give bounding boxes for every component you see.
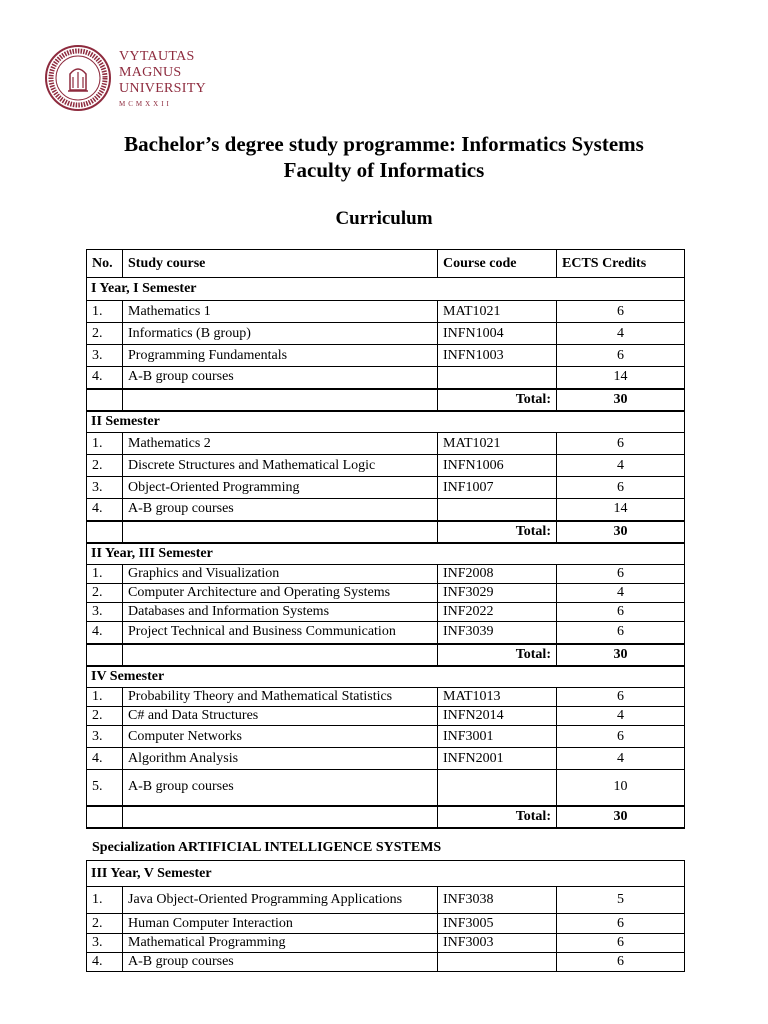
course-row — [87, 770, 685, 806]
course-name: A-B group courses — [123, 770, 438, 806]
course-row — [87, 477, 685, 499]
course-row — [87, 584, 685, 603]
course-number: 3. — [87, 603, 123, 622]
semester-heading: I Year, I Semester — [87, 278, 685, 301]
course-number: 4. — [87, 367, 123, 389]
total-row — [87, 521, 685, 543]
semester-heading-row — [87, 278, 685, 301]
total-credits: 30 — [557, 806, 685, 828]
course-code: INF2008 — [438, 565, 557, 584]
course-number: 1. — [87, 688, 123, 707]
course-code: INF3001 — [438, 726, 557, 748]
course-row — [87, 345, 685, 367]
total-credits: 30 — [557, 521, 685, 543]
course-credits: 6 — [557, 433, 685, 455]
course-name: Object-Oriented Programming — [123, 477, 438, 499]
course-name: A-B group courses — [123, 953, 438, 972]
total-empty-cell — [123, 521, 438, 543]
course-code: INF2022 — [438, 603, 557, 622]
university-name-line2: MAGNUS — [119, 65, 182, 80]
course-credits: 6 — [557, 603, 685, 622]
course-credits: 6 — [557, 622, 685, 644]
course-name: Human Computer Interaction — [123, 914, 438, 934]
course-row — [87, 433, 685, 455]
course-code: INFN1004 — [438, 323, 557, 345]
course-number: 1. — [87, 565, 123, 584]
course-row — [87, 726, 685, 748]
course-code: INF3003 — [438, 934, 557, 953]
course-code: INFN2001 — [438, 748, 557, 770]
total-label: Total: — [438, 806, 557, 828]
course-name: Computer Networks — [123, 726, 438, 748]
total-credits: 30 — [557, 389, 685, 411]
specialization-heading: Specialization ARTIFICIAL INTELLIGENCE SYSTEMS — [92, 840, 442, 855]
total-row — [87, 389, 685, 411]
faculty-title: Faculty of Informatics — [283, 158, 485, 182]
course-row — [87, 887, 685, 914]
course-number: 2. — [87, 323, 123, 345]
course-credits: 6 — [557, 914, 685, 934]
course-credits: 4 — [557, 584, 685, 603]
course-number: 3. — [87, 345, 123, 367]
total-empty-cell — [123, 806, 438, 828]
course-name: A-B group courses — [123, 367, 438, 389]
programme-title: Bachelor’s degree study programme: Informatics Systems — [124, 132, 644, 156]
course-number: 4. — [87, 622, 123, 644]
course-credits: 6 — [557, 345, 685, 367]
course-number: 5. — [87, 770, 123, 806]
course-name: Informatics (B group) — [123, 323, 438, 345]
course-name: Probability Theory and Mathematical Statistics — [123, 688, 438, 707]
semester-heading-row — [87, 543, 685, 565]
course-credits: 6 — [557, 953, 685, 972]
total-credits: 30 — [557, 644, 685, 666]
course-number: 2. — [87, 914, 123, 934]
course-code: INF3005 — [438, 914, 557, 934]
course-row — [87, 707, 685, 726]
course-number: 3. — [87, 726, 123, 748]
university-name — [119, 49, 206, 109]
header-no: No. — [87, 250, 123, 278]
course-row — [87, 914, 685, 934]
course-row — [87, 603, 685, 622]
course-name: Mathematics 1 — [123, 301, 438, 323]
semester-heading: II Semester — [87, 411, 685, 433]
course-name: Project Technical and Business Communication — [123, 622, 438, 644]
course-number: 2. — [87, 584, 123, 603]
course-row — [87, 499, 685, 521]
curriculum-heading: Curriculum — [335, 208, 433, 229]
course-credits: 4 — [557, 323, 685, 345]
university-name-line3: UNIVERSITY — [119, 81, 206, 96]
course-code — [438, 770, 557, 806]
course-credits: 4 — [557, 707, 685, 726]
course-name: Mathematics 2 — [123, 433, 438, 455]
total-row — [87, 806, 685, 828]
total-empty-cell — [123, 644, 438, 666]
course-code: INF1007 — [438, 477, 557, 499]
course-code: INF3029 — [438, 584, 557, 603]
course-number: 1. — [87, 301, 123, 323]
table-header-row — [87, 250, 685, 278]
semester-heading: II Year, III Semester — [87, 543, 685, 565]
course-credits: 6 — [557, 301, 685, 323]
course-row — [87, 748, 685, 770]
course-credits: 6 — [557, 688, 685, 707]
established-year: MCMXXII — [119, 100, 172, 108]
header-course-code: Course code — [438, 250, 557, 278]
course-credits: 6 — [557, 477, 685, 499]
course-credits: 6 — [557, 726, 685, 748]
total-empty-cell — [87, 389, 123, 411]
course-name: Programming Fundamentals — [123, 345, 438, 367]
course-row — [87, 301, 685, 323]
course-row — [87, 622, 685, 644]
university-name-line1: VYTAUTAS — [119, 49, 195, 64]
total-empty-cell — [87, 521, 123, 543]
course-number: 2. — [87, 707, 123, 726]
course-code: MAT1021 — [438, 433, 557, 455]
semester-heading: III Year, V Semester — [87, 861, 685, 887]
course-name: Computer Architecture and Operating Systems — [123, 584, 438, 603]
university-seal-logo — [44, 44, 112, 112]
course-credits: 4 — [557, 748, 685, 770]
total-label: Total: — [438, 644, 557, 666]
course-name: Graphics and Visualization — [123, 565, 438, 584]
course-code — [438, 367, 557, 389]
semester-heading: IV Semester — [87, 666, 685, 688]
header-study-course: Study course — [123, 250, 438, 278]
course-row — [87, 367, 685, 389]
course-row — [87, 934, 685, 953]
course-credits: 6 — [557, 934, 685, 953]
course-name: Java Object-Oriented Programming Applications — [123, 887, 438, 914]
semester-heading-row — [87, 666, 685, 688]
semester-heading-row — [87, 411, 685, 433]
course-name: Discrete Structures and Mathematical Logic — [123, 455, 438, 477]
course-credits: 14 — [557, 367, 685, 389]
course-credits: 14 — [557, 499, 685, 521]
course-row — [87, 565, 685, 584]
specialization-table — [86, 860, 685, 972]
course-credits: 10 — [557, 770, 685, 806]
course-code — [438, 953, 557, 972]
total-empty-cell — [87, 644, 123, 666]
course-credits: 5 — [557, 887, 685, 914]
course-number: 4. — [87, 953, 123, 972]
course-name: Databases and Information Systems — [123, 603, 438, 622]
total-row — [87, 644, 685, 666]
course-row — [87, 688, 685, 707]
course-number: 1. — [87, 433, 123, 455]
total-label: Total: — [438, 389, 557, 411]
course-code: INF3039 — [438, 622, 557, 644]
course-name: Mathematical Programming — [123, 934, 438, 953]
course-code: MAT1013 — [438, 688, 557, 707]
course-credits: 4 — [557, 455, 685, 477]
course-number: 3. — [87, 934, 123, 953]
course-name: C# and Data Structures — [123, 707, 438, 726]
course-number: 3. — [87, 477, 123, 499]
course-number: 2. — [87, 455, 123, 477]
course-credits: 6 — [557, 565, 685, 584]
total-empty-cell — [87, 806, 123, 828]
course-code: MAT1021 — [438, 301, 557, 323]
course-code: INF3038 — [438, 887, 557, 914]
total-empty-cell — [123, 389, 438, 411]
curriculum-table — [86, 249, 685, 829]
course-name: A-B group courses — [123, 499, 438, 521]
course-code: INFN1006 — [438, 455, 557, 477]
course-number: 4. — [87, 499, 123, 521]
course-code — [438, 499, 557, 521]
course-code: INFN1003 — [438, 345, 557, 367]
course-number: 4. — [87, 748, 123, 770]
course-name: Algorithm Analysis — [123, 748, 438, 770]
course-number: 1. — [87, 887, 123, 914]
total-label: Total: — [438, 521, 557, 543]
course-code: INFN2014 — [438, 707, 557, 726]
header-ects-credits: ECTS Credits — [557, 250, 685, 278]
course-row — [87, 953, 685, 972]
course-row — [87, 455, 685, 477]
course-row — [87, 323, 685, 345]
semester-heading-row — [87, 861, 685, 887]
